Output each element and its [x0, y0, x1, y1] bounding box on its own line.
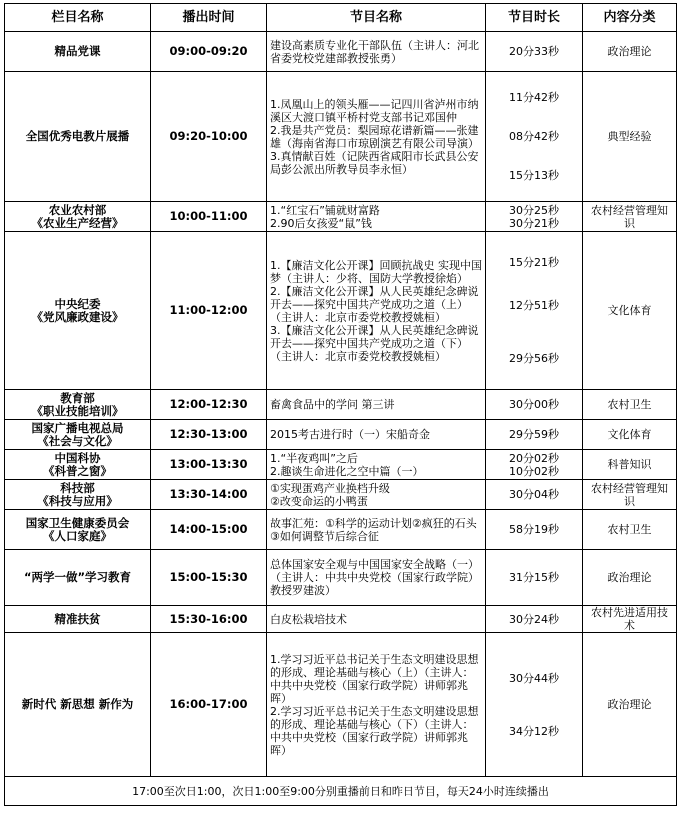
column-name-cell: 教育部 《职业技能培训》 [5, 390, 151, 420]
program-cell: 总体国家安全观与中国国家安全战略（一）（主讲人：中共中央党校（国家行政学院）教授罗建波） [267, 550, 486, 606]
program-cell: ①实现蛋鸡产业换档升级 ②改变命运的小鸭蛋 [267, 480, 486, 510]
time-cell: 14:00-15:00 [151, 510, 267, 550]
time-cell: 15:00-15:30 [151, 550, 267, 606]
time-cell: 09:00-09:20 [151, 32, 267, 72]
table-row [5, 633, 677, 777]
duration-cell: 29分59秒 [486, 420, 583, 450]
time-cell: 15:30-16:00 [151, 606, 267, 633]
duration-cell: 20分02秒 10分02秒 [486, 450, 583, 480]
category-cell: 科普知识 [583, 450, 677, 480]
duration-cell: 58分19秒 [486, 510, 583, 550]
column-name-cell: 中央纪委 《党风廉政建设》 [5, 232, 151, 390]
program-cell: 1.“半夜鸡叫”之后 2.趣谈生命进化之空中篇（一） [267, 450, 486, 480]
category-cell: 政治理论 [583, 32, 677, 72]
time-cell: 11:00-12:00 [151, 232, 267, 390]
program-cell: 故事汇苑：①科学的运动计划②疯狂的石头③如何调整节后综合征 [267, 510, 486, 550]
program-cell: 1.“红宝石”铺就财富路 2.90后女孩爱“鼠”钱 [267, 202, 486, 232]
duration-cell: 30分00秒 [486, 390, 583, 420]
header-program-name: 节目名称 [267, 4, 486, 32]
time-cell: 16:00-17:00 [151, 633, 267, 777]
table-row [5, 72, 677, 202]
duration-cell: 30分44秒 34分12秒 [486, 633, 583, 777]
program-cell: 建设高素质专业化干部队伍（主讲人：河北省委党校党建部教授张勇） [267, 32, 486, 72]
table-row [5, 510, 677, 550]
column-name-cell: 国家卫生健康委员会 《人口家庭》 [5, 510, 151, 550]
column-name-cell: 科技部 《科技与应用》 [5, 480, 151, 510]
category-cell: 农村先进适用技术 [583, 606, 677, 633]
program-cell: 2015考古进行时（一）宋船奇金 [267, 420, 486, 450]
category-cell: 农村卫生 [583, 390, 677, 420]
program-cell: 1.【廉洁文化公开课】回顾抗战史 实现中国梦（主讲人：少将、国防大学教授徐焰） 2.【廉洁文化公开课】从人民英雄纪念碑说开去——探究中国共产党成功之道（上）（主讲人：北京市委党校教授姚桓） 3.【廉洁文化公开课】从人民英雄纪念碑说开去——探究中国共产党成功之道（下）（主讲人：北京市委党校教授姚桓） [267, 232, 486, 390]
time-cell: 12:30-13:00 [151, 420, 267, 450]
category-cell: 农村经营管理知识 [583, 480, 677, 510]
footer-note: 17:00至次日1:00，次日1:00至9:00分别重播前日和昨日节目，每天24小时连续播出 [5, 777, 677, 806]
category-cell: 政治理论 [583, 633, 677, 777]
duration-cell: 30分24秒 [486, 606, 583, 633]
table-row [5, 232, 677, 390]
table-row [5, 550, 677, 606]
category-cell: 农村经营管理知识 [583, 202, 677, 232]
program-cell: 1.学习习近平总书记关于生态文明建设思想的形成、理论基础与核心（上）（主讲人：中共中央党校（国家行政学院）讲师郭兆晖） 2.学习习近平总书记关于生态文明建设思想的形成、理论基础与核心（下）（主讲人：中共中央党校（国家行政学院）讲师郭兆晖） [267, 633, 486, 777]
time-cell: 10:00-11:00 [151, 202, 267, 232]
time-cell: 13:00-13:30 [151, 450, 267, 480]
column-name-cell: 新时代 新思想 新作为 [5, 633, 151, 777]
column-name-cell: 精准扶贫 [5, 606, 151, 633]
duration-cell: 15分21秒 12分51秒 29分56秒 [486, 232, 583, 390]
time-cell: 13:30-14:00 [151, 480, 267, 510]
time-cell: 12:00-12:30 [151, 390, 267, 420]
category-cell: 文化体育 [583, 232, 677, 390]
column-name-cell: 农业农村部 《农业生产经营》 [5, 202, 151, 232]
category-cell: 政治理论 [583, 550, 677, 606]
program-cell: 1.凤凰山上的领头雁——记四川省泸州市纳溪区大渡口镇平桥村党支部书记邓国仲 2.我是共产党员：梨园琼花谱新篇——张建雄（海南省海口市琼剧演艺有限公司导演） 3.真情献百姓（记陕西省咸阳市长武县公安局彭公派出所教导员李永恒） [267, 72, 486, 202]
table-row [5, 390, 677, 420]
category-cell: 农村卫生 [583, 510, 677, 550]
duration-cell: 30分04秒 [486, 480, 583, 510]
program-cell: 白皮松栽培技术 [267, 606, 486, 633]
duration-cell: 30分25秒 30分21秒 [486, 202, 583, 232]
program-cell: 畜禽食品中的学问 第三讲 [267, 390, 486, 420]
schedule-table [4, 3, 677, 806]
duration-cell: 11分42秒 08分42秒 15分13秒 [486, 72, 583, 202]
header-broadcast-time: 播出时间 [151, 4, 267, 32]
table-row [5, 480, 677, 510]
category-cell: 文化体育 [583, 420, 677, 450]
header-category: 内容分类 [583, 4, 677, 32]
table-row [5, 202, 677, 232]
table-row [5, 606, 677, 633]
header-row [5, 4, 677, 32]
column-name-cell: 中国科协 《科普之窗》 [5, 450, 151, 480]
table-row [5, 450, 677, 480]
duration-cell: 31分15秒 [486, 550, 583, 606]
table-row [5, 32, 677, 72]
footer-row [5, 777, 677, 806]
column-name-cell: “两学一做”学习教育 [5, 550, 151, 606]
header-duration: 节目时长 [486, 4, 583, 32]
duration-cell: 20分33秒 [486, 32, 583, 72]
category-cell: 典型经验 [583, 72, 677, 202]
time-cell: 09:20-10:00 [151, 72, 267, 202]
table-row [5, 420, 677, 450]
column-name-cell: 国家广播电视总局 《社会与文化》 [5, 420, 151, 450]
column-name-cell: 精品党课 [5, 32, 151, 72]
column-name-cell: 全国优秀电教片展播 [5, 72, 151, 202]
header-column-name: 栏目名称 [5, 4, 151, 32]
